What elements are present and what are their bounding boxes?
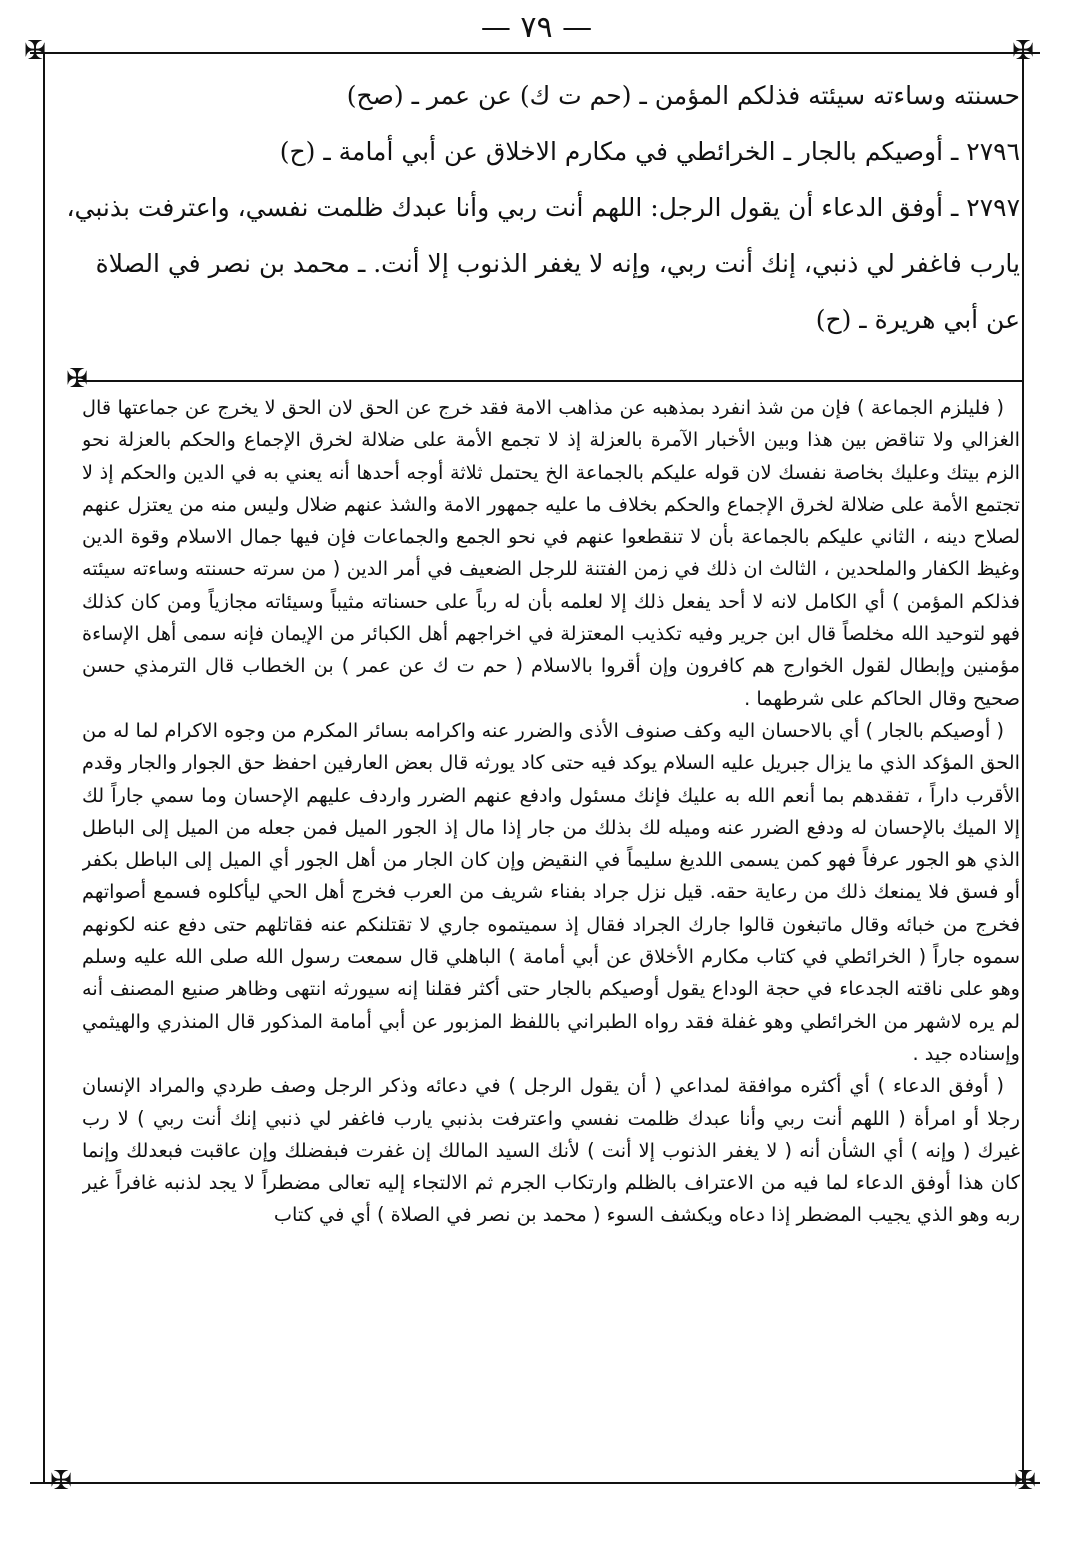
commentary-paragraph: ( فليلزم الجماعة ) فإن من شذ انفرد بمذهبه عن مذاهب الامة فقد خرج عن الحق لان الحق لا يخرج عن جماعتها قال الغزالي ولا تناقض بين هذا وبين الأخبار الآمرة بالعزلة إذ لا تجمع الأمة على ضلالة لخرق الإجماع والحكم بالعزلة نحو الزم بيتك وعليك بخاصة نفسك لان قوله عليكم بالجماعة الخ يحتمل ثلاثة أوجه أحدها أنه يعني به في الدين والحكم إذ لا تجتمع الأمة على ضلالة لخرق الإجماع والحكم بخلاف ما عليه جمهور الامة والشذ عنهم ضلال وليس منه من يعتزل عنهم لصلاح دينه ، الثاني عليكم بالجماعة بأن لا تنقطعوا عنهم في نحو الجمع والجماعات فإن فيها جمال الاسلام وقوة الدين وغيظ الكفار والملحدين ، الثالث ان ذلك في زمن الفتنة للرجل الضعيف في أمر الدين ( من سرته حسنته وساءته سيئته فذلكم المؤمن ) أي الكامل لانه لا أحد يفعل ذلك إلا لعلمه بأن له رباً على حسناته مثيباً وسيئاته مجازياً ومن كان كذلك فهو لتوحيد الله مخلصاً قال ابن جرير وفيه تكذيب المعتزلة في اخراجهم أهل الكبائر من الإيمان فإنه سمى أهل الإساءة مؤمنين وإبطال لقول الخوارج هم كافرون وإن أقروا بالاسلام ( حم ت ك عن عمر ) بن الخطاب قال الترمذي حسن صحيح وقال الحاكم على شرطهما . xyxy=(82,396,1020,710)
top-border xyxy=(30,52,1040,54)
corner-ornament-icon: ✠ xyxy=(50,1466,72,1496)
hadith-texts xyxy=(60,68,1020,348)
divider-ornament-icon: ✠ xyxy=(66,364,88,394)
commentary xyxy=(82,392,1020,1476)
left-border xyxy=(43,52,45,1482)
commentary-paragraph: ( أوصيكم بالجار ) أي بالاحسان اليه وكف صنوف الأذى والضرر عنه واكرامه بسائر المكرم من وجوه الاكرام لما له من الحق المؤكد الذي ما يزال جبريل عليه السلام يوكد فيه حتى كاد يورثه قال بعض العارفين احفظ حق الجوار والجار وقدم الأقرب داراً ، تفقدهم بما أنعم الله به عليك فإنك مسئول وادفع عنهم الضرر واردف عليهم الإحسان وما سمي جاراً لك إلا الميك بالإحسان له ودفع الضرر عنه وميله لك بذلك من جار إذا مال إذ الجور الميل فمن جعله من الميل إلى الباطل الذي هو الجور عرفاً فهو كمن يسمى اللديغ سليماً في النقيض وإن كان الجار من أهل الجور أي الميل إلى الباطل بكفر أو فسق فلا يمنعك ذلك من رعاية حقه. قيل نزل جراد بفناء شريف من العرب فخرج أهل الحي ليأكلوه فسمع أصواتهم فخرج من خبائه وقال ماتبغون قالوا جارك الجراد فقال إذ سميتموه جاري لا تقتلنكم عنه فقاتلهم حتى دفع عنه لكونهم سموه جاراً ( الخرائطي في كتاب مكارم الأخلاق عن أبي أمامة ) الباهلي قال سمعت رسول الله صلى الله عليه وسلم وهو على ناقته الجدعاء في حجة الوداع يقول أوصيكم بالجار حتى أكثر فقلنا إنه سيورثه انتهى وظاهر صنيع المصنف أنه لم يره لاشهر من الخرائطي وهو غفلة فقد رواه الطبراني باللفظ المزبور عن أبي أمامة المذكور قال المنذري والهيثمي وإسناده جيد . xyxy=(82,718,1020,1065)
corner-ornament-icon: ✠ xyxy=(24,36,46,66)
right-border xyxy=(1022,52,1024,1482)
commentary-paragraph: ( أوفق الدعاء ) أي أكثره موافقة لمداعي ( أن يقول الرجل ) في دعائه وذكر الرجل وصف طردي والمراد الإنسان رجلا أو امرأة ( اللهم أنت ربي وأنا عبدك ظلمت نفسي واعترفت بذنبي يارب فاغفر لي ذنبي إنك أنت ربي ) لا رب غيرك ( وإنه ) أي الشأن أنه ( لا يغفر الذنوب إلا أنت ) لأنك السيد المالك إن غفرت فبفضلك وإن عاقبت فبعدلك وإنما كان هذا أوفق الدعاء لما فيه من الاعتراف بالظلم وارتكاب الجرم ثم الالتجاء إليه تعالى مضطراً لا يجد لذنبه غافراً غير ربه وهو الذي يجيب المضطر إذا دعاه ويكشف السوء ( محمد بن نصر في الصلاة ) أي في كتاب xyxy=(82,1074,1020,1227)
hadith-2796: ٢٧٩٦ ـ أوصيكم بالجار ـ الخرائطي في مكارم الاخلاق عن أبي أمامة ـ (ح) xyxy=(279,137,1020,166)
section-divider xyxy=(76,380,1022,382)
corner-ornament-icon: ✠ xyxy=(1012,36,1034,66)
hadith-2795-end: حسنته وساءته سيئته فذلكم المؤمن ـ (حم ت ك) عن عمر ـ (صح) xyxy=(346,81,1020,110)
bottom-border xyxy=(30,1482,1040,1484)
corner-ornament-icon: ✠ xyxy=(1014,1466,1036,1496)
page-number: — ٧٩ — xyxy=(480,10,593,45)
hadith-2797: ٢٧٩٧ ـ أوفق الدعاء أن يقول الرجل: اللهم أنت ربي وأنا عبدك ظلمت نفسي، واعترفت بذنبي، يارب فاغفر لي ذنبي، إنك أنت ربي، وإنه لا يغفر الذنوب إلا أنت. ـ محمد بن نصر في الصلاة عن أبي هريرة ـ (ح) xyxy=(66,193,1020,334)
